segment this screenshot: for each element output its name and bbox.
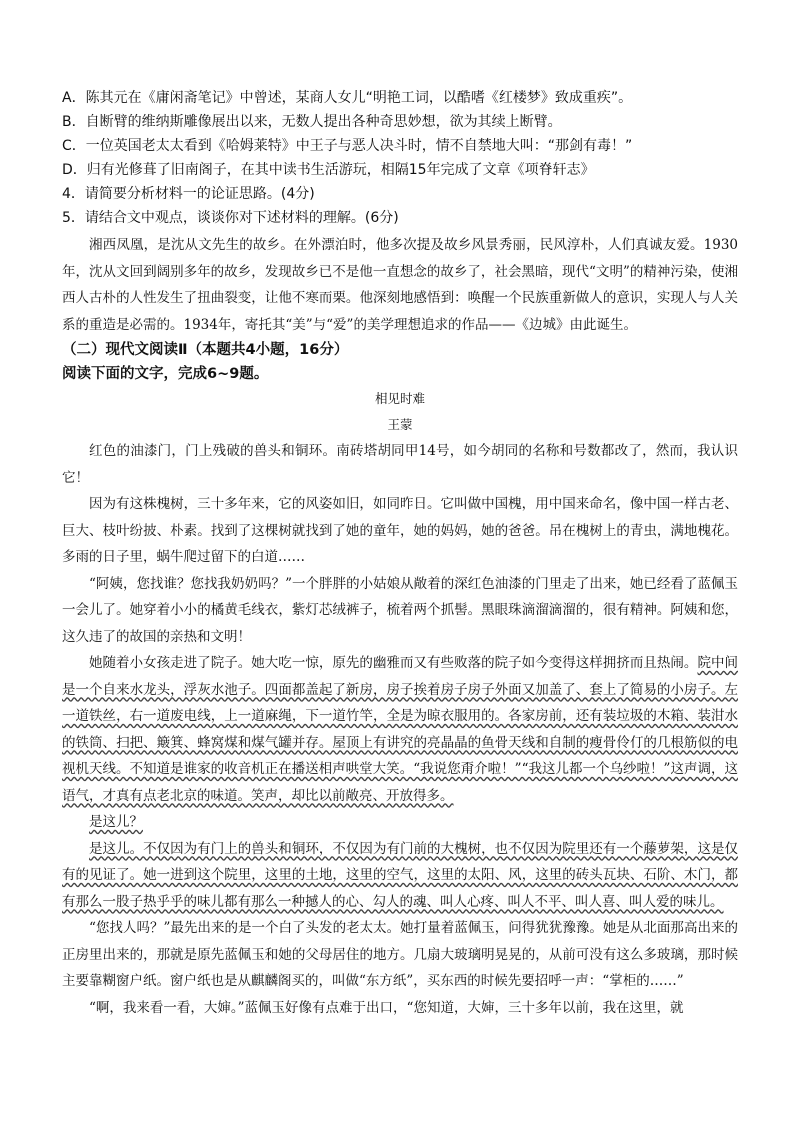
question-4: 4．请简要分析材料一的论证思路。(4分) bbox=[62, 186, 315, 202]
story-paragraph-5 bbox=[62, 809, 738, 836]
question-5: 5．请结合文中观点，谈谈你对下述材料的理解。(6分) bbox=[62, 210, 399, 226]
option-b: B．自断臂的维纳斯雕像展出以来，无数人提出各种奇思妙想，欲为其续上断臂。 bbox=[62, 114, 562, 130]
story-paragraph-7: “您找人吗？”最先出来的是一个白了头发的老太太。她打量着蓝佩玉，问得犹犹豫豫。她是从北面那高出来的正房里出来的，那就是原先蓝佩玉和她的父母居住的地方。几扇大玻璃明晃晃的，从前可没有这么多玻璃，那时候主要靠糊窗户纸。窗户纸也是从麒麟阁买的，叫做“东方纸”，买东西的时候先要招呼一声：“掌柜的……” bbox=[62, 920, 738, 989]
option-c: C．一位英国老太太看到《哈姆莱特》中王子与恶人决斗时，情不自禁地大叫：“那剑有毒！” bbox=[62, 138, 633, 154]
instruction: 阅读下面的文字，完成6~9题。 bbox=[62, 366, 269, 382]
document-page bbox=[62, 86, 738, 1021]
story-paragraph-3: “阿姨，您找谁？您找我奶奶吗？”一个胖胖的小姑娘从敞着的深红色油漆的门里走了出来，她已经看了蓝佩玉一会儿了。她穿着小小的橘黄毛线衣，紫灯芯绒裤子，梳着两个抓髻。黑眼珠滴溜滴溜的，很有精神。阿姨和您，这久违了的故国的亲热和文明！ bbox=[62, 575, 738, 645]
story-paragraph-6 bbox=[62, 836, 738, 916]
material-paragraph: 湘西凤凰，是沈从文先生的故乡。在外漂泊时，他多次提及故乡风景秀丽，民风淳朴，人们真诚友爱。1930年，沈从文回到阔别多年的故乡，发现故乡已不是他一直想念的故乡了，社会黑暗，现代“文明”的精神污染，使湘西人古朴的人性发生了扭曲裂变，让他不寒而栗。他深刻地感悟到：唤醒一个民族重新做人的意识，实现人与人关系的重造是必需的。1934年，寄托其“美”与“爱”的美学理想追求的作品——《边城》由此诞生。 bbox=[62, 237, 738, 333]
paragraph-4-plain: 她随着小女孩走进了院子。她大吃一惊，原先的幽雅而又有些败落的院子如今变得这样拥挤而且热闹。 bbox=[89, 655, 698, 671]
section-title: （二）现代文阅读Ⅱ（本题共4小题，16分） bbox=[62, 342, 349, 358]
story-paragraph-1: 红色的油漆门，门上残破的兽头和铜环。南砖塔胡同甲14号，如今胡同的名称和号数都改了，然而，我认识它！ bbox=[62, 443, 738, 486]
story-paragraph-8: “啊，我来看一看，大婶。”蓝佩玉好像有点难于出口，“您知道，大婶，三十多年以前，我在这里，就 bbox=[89, 999, 684, 1016]
paragraph-6-underlined: 是这儿。不仅因为有门上的兽头和铜环，不仅因为有门前的大槐树，也不仅因为院里还有一个藤萝架，这是仅有的见证了。她一进到这个院里，这里的土地，这里的空气，这里的太阳、风，这里的砖头瓦块、石阶、木门，都有那么一股子热乎乎的味儿都有那么一种撼人的心、勾人的魂、叫人心疼、叫人不平、叫人喜、叫人爱的味儿。 bbox=[62, 840, 738, 910]
option-a: A．陈其元在《庸闲斋笔记》中曾述，某商人女儿“明艳工词，以酷嗜《红楼梦》致成重疾”。 bbox=[62, 90, 633, 106]
paragraph-4-underlined: 院中间是一个自来水龙头，浮灰水池子。四面都盖起了新房，房子挨着房子房子外面又加盖了、套上了简易的小房子。左一道铁丝，右一道废电线，上一道麻绳，下一道竹竿，全是为晾衣服用的。各家房前，还有装垃圾的木箱、装泔水的铁筒、扫把、簸箕、蜂窝煤和煤气罐并存。屋顶上有讲究的亮晶晶的鱼骨天线和自制的瘦骨伶仃的几根筋似的电视机天线。不知道是谁家的收音机正在播送相声哄堂大笑。“我说您甭介啦！”“我这儿都一个乌纱啦！”这声调，这语气，才真有点老北京的味道。笑声，却比以前敞亮、开放得多。 bbox=[62, 655, 739, 804]
story-paragraph-4 bbox=[62, 650, 738, 809]
paragraph-5-underlined: 是这儿？ bbox=[89, 814, 143, 830]
story-paragraph-2: 因为有这株槐树，三十多年来，它的风姿如旧，如同昨日。它叫做中国槐，用中国来命名，像中国一样古老、巨大、枝叶纷披、朴素。找到了这棵树就找到了她的童年，她的妈妈，她的爸爸。吊在槐树上的青虫，满地槐花。多雨的日子里，蜗牛爬过留下的白道…… bbox=[62, 496, 738, 565]
option-d: D．归有光修葺了旧南阁子，在其中读书生活游玩，相隔15年完成了文章《项脊轩志》 bbox=[62, 162, 595, 178]
story-title: 相见时难 bbox=[374, 391, 425, 406]
story-author: 王蒙 bbox=[387, 417, 413, 432]
